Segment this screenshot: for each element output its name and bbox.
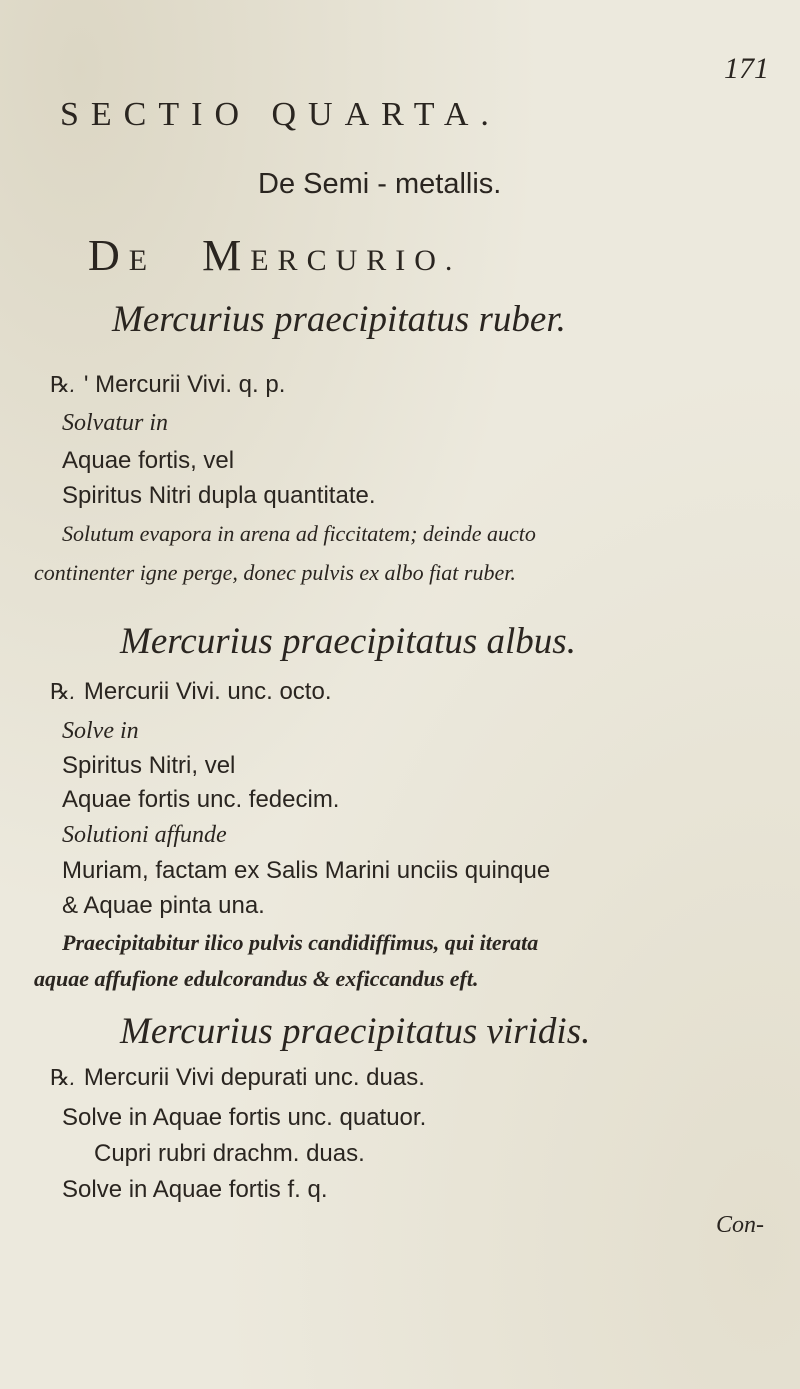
recipe-line: Solve in — [62, 718, 139, 744]
chapter-rest-2: ERCURIO. — [250, 244, 462, 277]
recipe-line-text: Mercurii Vivi. unc. octo. — [83, 678, 332, 705]
recipe-title: Mercurius praecipitatus albus. — [120, 621, 576, 662]
recipe-line: continenter igne perge, donec pulvis ex albo fiat ruber. — [34, 560, 516, 585]
recipe-line: Cupri rubri drachm. duas. — [94, 1140, 365, 1167]
recipe-line: Solutum evapora in arena ad ficcitatem; deinde aucto — [62, 521, 536, 546]
recipe-line-text: Mercurii Vivi depurati unc. duas. — [83, 1064, 425, 1091]
recipe-symbol: ℞. — [50, 372, 76, 397]
page-number: 171 — [724, 52, 769, 85]
recipe-line: Muriam, factam ex Salis Marini unciis quinque — [62, 857, 551, 884]
recipe-line-text: ' Mercurii Vivi. q. p. — [83, 371, 286, 398]
recipe-line: Spiritus Nitri, vel — [62, 752, 236, 779]
recipe-line: aquae affufione edulcorandus & exficcandus eft. — [34, 966, 479, 991]
recipe-line: Solvatur in — [62, 410, 168, 436]
chapter-title — [88, 230, 461, 281]
recipe-line: Solutioni affunde — [62, 822, 227, 848]
recipe-line: Solve in Aquae fortis f. q. — [62, 1176, 328, 1203]
recipe-line: Praecipitabitur ilico pulvis candidiffimus, qui iterata — [62, 930, 539, 955]
recipe-line: Aquae fortis unc. fedecim. — [62, 786, 340, 813]
recipe-title: Mercurius praecipitatus viridis. — [120, 1011, 591, 1052]
recipe-line — [50, 678, 331, 706]
recipe-line — [50, 1064, 425, 1092]
chapter-initial-2: M — [202, 231, 251, 280]
chapter-initial-1: D — [88, 231, 129, 280]
chapter-rest-1: E — [128, 244, 157, 277]
recipe-symbol: ℞. — [50, 679, 76, 704]
recipe-symbol: ℞. — [50, 1065, 76, 1090]
section-title: SECTIO QUARTA. — [60, 96, 501, 133]
recipe-line: Aquae fortis, vel — [62, 447, 235, 474]
subtitle: De Semi - metallis. — [258, 168, 502, 200]
recipe-line: Solve in Aquae fortis unc. quatuor. — [62, 1104, 427, 1131]
catchword: Con- — [716, 1212, 764, 1238]
recipe-line: & Aquae pinta una. — [62, 892, 265, 919]
recipe-line: Spiritus Nitri dupla quantitate. — [62, 482, 376, 509]
recipe-line — [50, 371, 285, 399]
recipe-title: Mercurius praecipitatus ruber. — [112, 299, 566, 340]
